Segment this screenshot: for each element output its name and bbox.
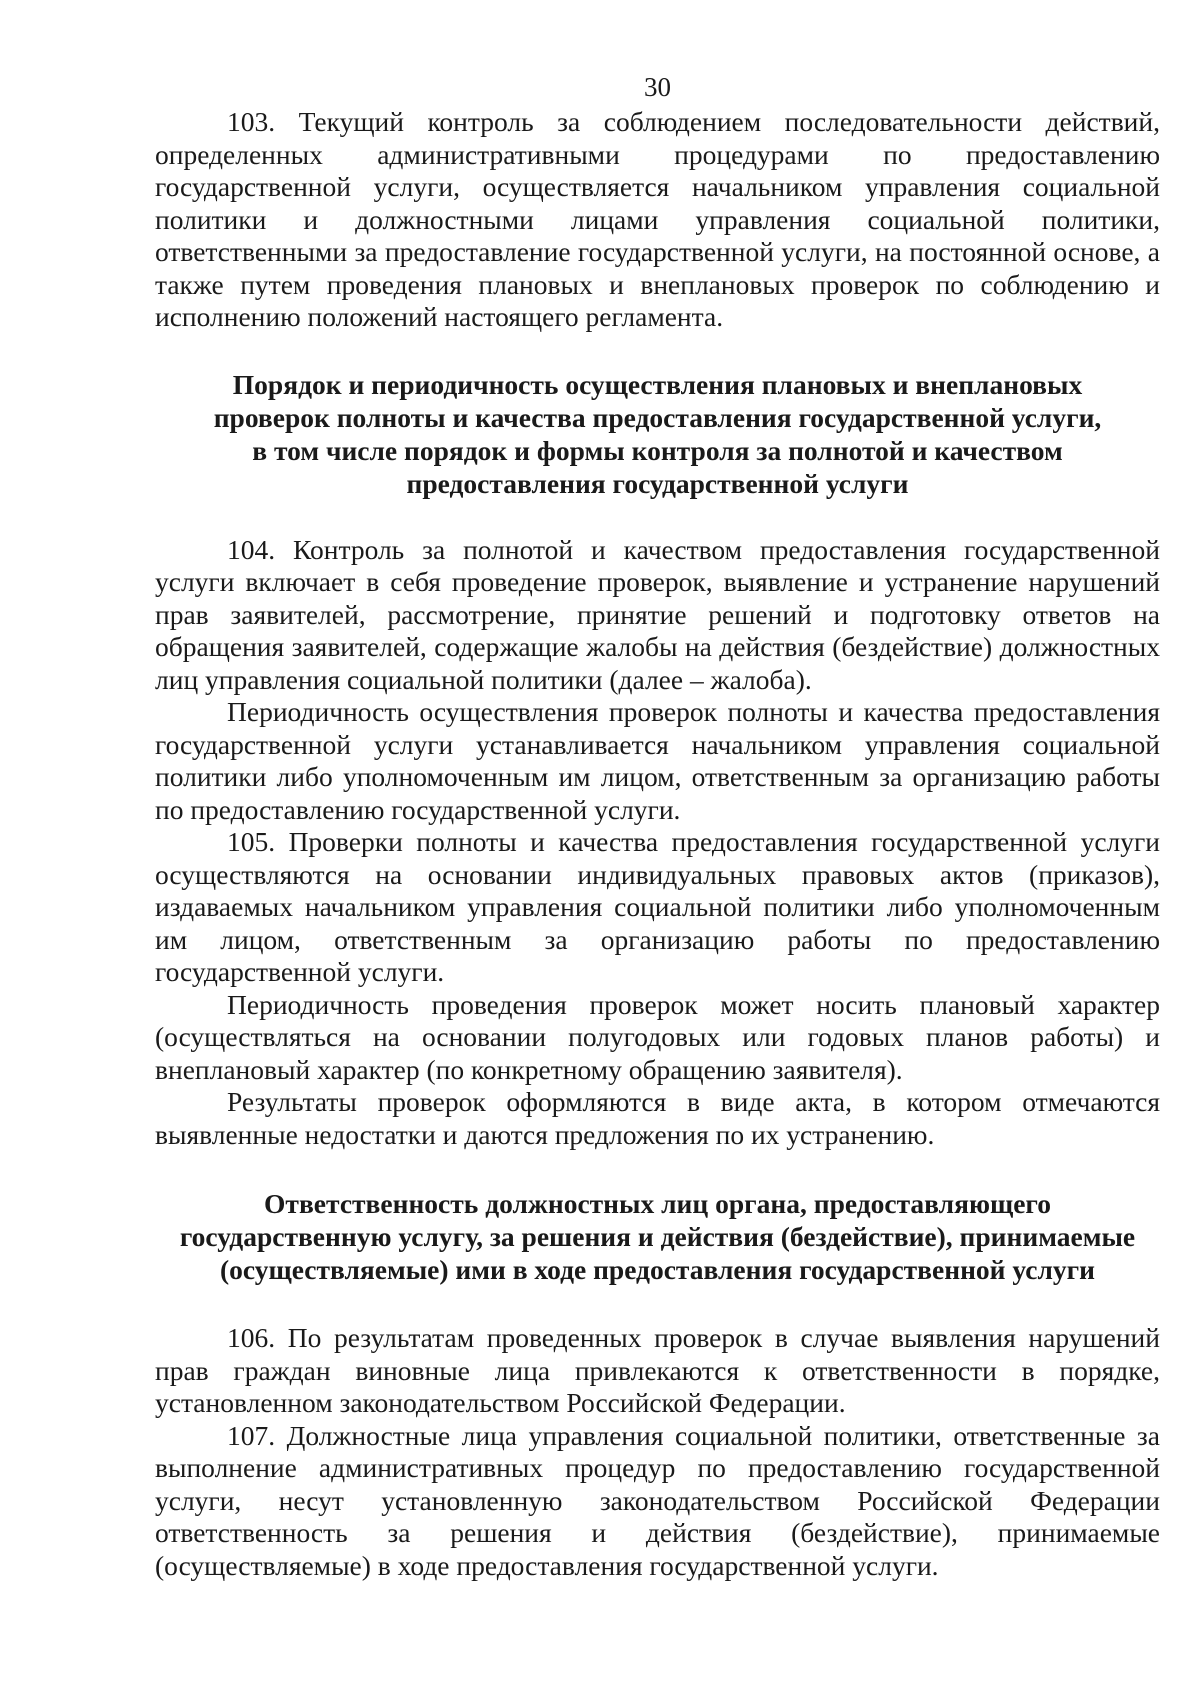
paragraph-103: 103. Текущий контроль за соблюдением последовательности действий, определенных административными процедурами по предоставлению государственной услуги, осуществляется начальником управления социальной политики и должностными лицами управления социальной политики, ответственными за предоставление государственной услуги, на постоянной основе, а также путем проведения плановых и внеплановых проверок по соблюдению и исполнению положений настоящего регламента. — [155, 106, 1160, 332]
section-heading-inspections — [155, 368, 1160, 500]
heading-line: (осуществляемые) ими в ходе предоставления государственной услуги — [219, 1254, 1096, 1285]
paragraph-105-results: Результаты проверок оформляются в виде акта, в котором отмечаются выявленные недостатки и даются предложения по их устранению. — [155, 1086, 1160, 1150]
heading-line: предоставления государственной услуги — [406, 467, 909, 499]
section-heading-responsibility — [155, 1187, 1160, 1286]
heading-line: Ответственность должностных лиц органа, предоставляющего — [264, 1188, 1051, 1219]
heading-line: государственную услугу, за решения и действия (бездействие), принимаемые — [179, 1221, 1136, 1252]
page-number: 30 — [644, 72, 671, 102]
document-page — [155, 70, 1160, 1582]
heading-line: проверок полноты и качества предоставления государственной услуги, — [213, 401, 1102, 433]
paragraph-105-periodicity: Периодичность проведения проверок может носить плановый характер (осуществляться на основании полугодовых или годовых планов работы) и внеплановый характер (по конкретному обращению заявителя). — [155, 988, 1160, 1085]
paragraph-105: 105. Проверки полноты и качества предоставления государственной услуги осуществляются на основании индивидуальных правовых актов (приказов), издаваемых начальником управления социальной политики либо уполномоченным им лицом, ответственным за организацию работы по предоставлению государственной услуги. — [155, 826, 1160, 987]
heading-line: Порядок и периодичность осуществления плановых и внеплановых — [232, 368, 1083, 400]
paragraph-106: 106. По результатам проведенных проверок в случае выявления нарушений прав граждан виновные лица привлекаются к ответственности в порядке, установленном законодательством Российской Федерации. — [155, 1322, 1160, 1418]
paragraph-104: 104. Контроль за полнотой и качеством предоставления государственной услуги включает в себя проведение проверок, выявление и устранение нарушений прав заявителей, рассмотрение, принятие решений и подготовку ответов на обращения заявителей, содержащие жалобы на действия (бездействие) должностных лиц управления социальной политики (далее – жалоба). — [155, 533, 1160, 695]
paragraph-107: 107. Должностные лица управления социальной политики, ответственные за выполнение административных процедур по предоставлению государственной услуги, несут установленную законодательством Российской Федерации ответственность за решения и действия (бездействие), принимаемые (осуществляемые) в ходе предоставления государственной услуги. — [155, 1419, 1160, 1581]
paragraph-104-periodicity: Периодичность осуществления проверок полноты и качества предоставления государственной услуги устанавливается начальником управления социальной политики либо уполномоченным им лицом, ответственным за организацию работы по предоставлению государственной услуги. — [155, 696, 1160, 825]
heading-line: в том числе порядок и формы контроля за полнотой и качеством — [252, 434, 1063, 466]
